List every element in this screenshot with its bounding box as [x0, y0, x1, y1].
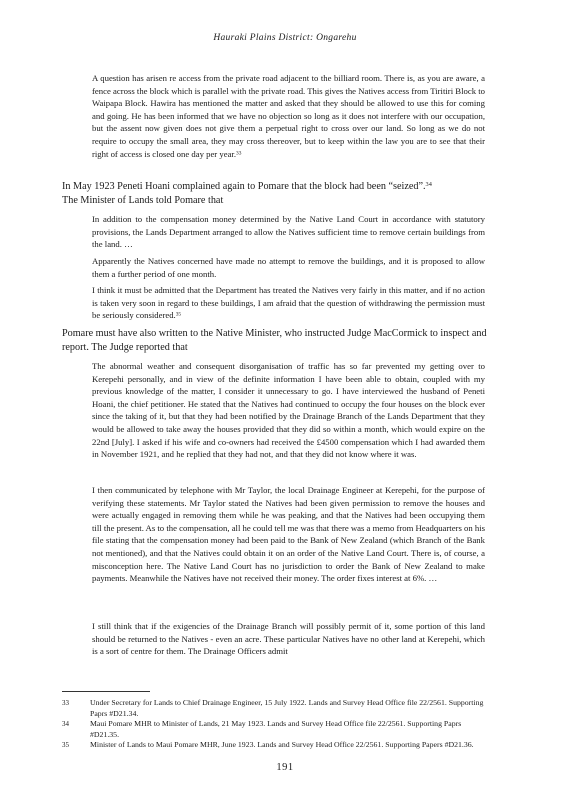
footnote-ref: 35 [175, 311, 182, 318]
quote-department-fairly [92, 284, 485, 322]
footnote-number: 35 [62, 741, 69, 749]
footnote-number: 33 [62, 699, 69, 707]
footnote-ref: 34 [425, 181, 432, 189]
quote-drainage-engineer: I then communicated by telephone with Mr Taylor, the local Drainage Engineer at Kerepehi, for the purpose of verifying these statements. Mr Taylor stated the Natives had been given permission to remove the houses and were actually engaged in removing them while he was peaking, and that the Natives had been occupying them till the present. As to the compensation, all he could tell me was that there was a memo from Headquarters on his file stating that the compensation money had been paid to the Bank of New Zealand (which Branch of the Bank not mentioned), and that the Natives could obtain it on an order of the Native Land Court. There is, of course, a misconception here. The Native Land Court has no jurisdiction to order the Bank of New Zealand to make payments. Meanwhile the Natives have not received their money. The order fixes interest at 6%. … [92, 485, 486, 584]
quote-text: A question has arisen re access from the private road adjacent to the billiard room. There is, as you are aware, a fence across the block which is parallel with the private road. This gives the Natives access from Tiritiri Block to Waipapa Block. Hawira has mentioned the matter and asked that they should be allowed to use this for coming and going. He has been informed that we have no objection so long as it does not interfere with our occupation, but the assent now given does not give them a perpetual right to cross over our land. So long as we do not require to occupy the small area, they may cross thereover, but to keep within the law you are to see that their right of access is closed one day per year. [92, 73, 485, 159]
quote-return-land: I still think that if the exigencies of the Drainage Branch will possibly permit of it, some portion of this land should be returned to the Natives - even an acre. These particular Natives have no other land at Kerepehi, which is a sort of centre for them. The Drainage Officers admit [92, 621, 485, 657]
quote-no-attempt: Apparently the Natives concerned have made no attempt to remove the buildings, and it is proposed to allow them a further period of one month. [92, 256, 485, 279]
paragraph-text: In May 1923 Peneti Hoani complained again to Pomare that the block had been “seized”. [62, 181, 426, 192]
quote-judge-report: The abnormal weather and consequent disorganisation of traffic has so far prevented my getting over to Kerepehi personally, and in view of the definite information I have been able to obtain, coupled with my previous knowledge of the matter, I consider it unnecessary to go. I have interviewed the husband of Peneti Hoani, the chief petitioner. He stated that the Natives had continued to occupy the four houses on the block ever since the taking of it, but that they had been notified by the Drainage Branch of the Lands Department that they would be allowed to take away the houses provided that they did so within a month, which would expire on the 22nd [July]. I asked if his wife and co-owners had received the £4500 compensation which I had awarded them in November 1921, and he replied that they had not, and that they did not know where it was. [92, 361, 485, 460]
running-header: Hauraki Plains District: Ongarehu [213, 33, 357, 43]
footnote-text: Maui Pomare MHR to Minister of Lands, 21 May 1923. Lands and Survey Head Office file 22/2561. Supporting Paprs #D21.35. [90, 719, 462, 739]
paragraph-native-minister: Pomare must have also written to the Native Minister, who instructed Judge MacCormick to inspect and report. The Judge reported that [62, 328, 487, 354]
quote-text: I think it must be admitted that the Department has treated the Natives very fairly in this matter, and if no action is taken very soon in regard to these buildings, I am afraid that the question of withdrawing the permission must be seriously considered. [92, 285, 485, 321]
footnote-text: Under Secretary for Lands to Chief Drainage Engineer, 15 July 1922. Lands and Survey Head Office file 22/2561. Supporting Paprs #D21.34. [90, 698, 484, 718]
quote-compensation: In addition to the compensation money determined by the Native Land Court in accordance with statutory provisions, the Lands Department arranged to allow the Natives sufficient time to remove certain buildings from the land. … [92, 214, 485, 250]
page-number: 191 [276, 762, 294, 773]
paragraph-text: The Minister of Lands told Pomare that [62, 195, 224, 207]
footnote-divider [62, 691, 150, 692]
footnote-number: 34 [62, 720, 69, 728]
footnote-ref: 33 [236, 150, 242, 157]
quote-access-road [92, 72, 485, 160]
footnote-text: Minister of Lands to Maui Pomare MHR, June 1923. Lands and Survey Head Office 22/2561. Supporting Papers #D21.36. [90, 740, 474, 749]
paragraph-may-1923 [62, 180, 502, 208]
